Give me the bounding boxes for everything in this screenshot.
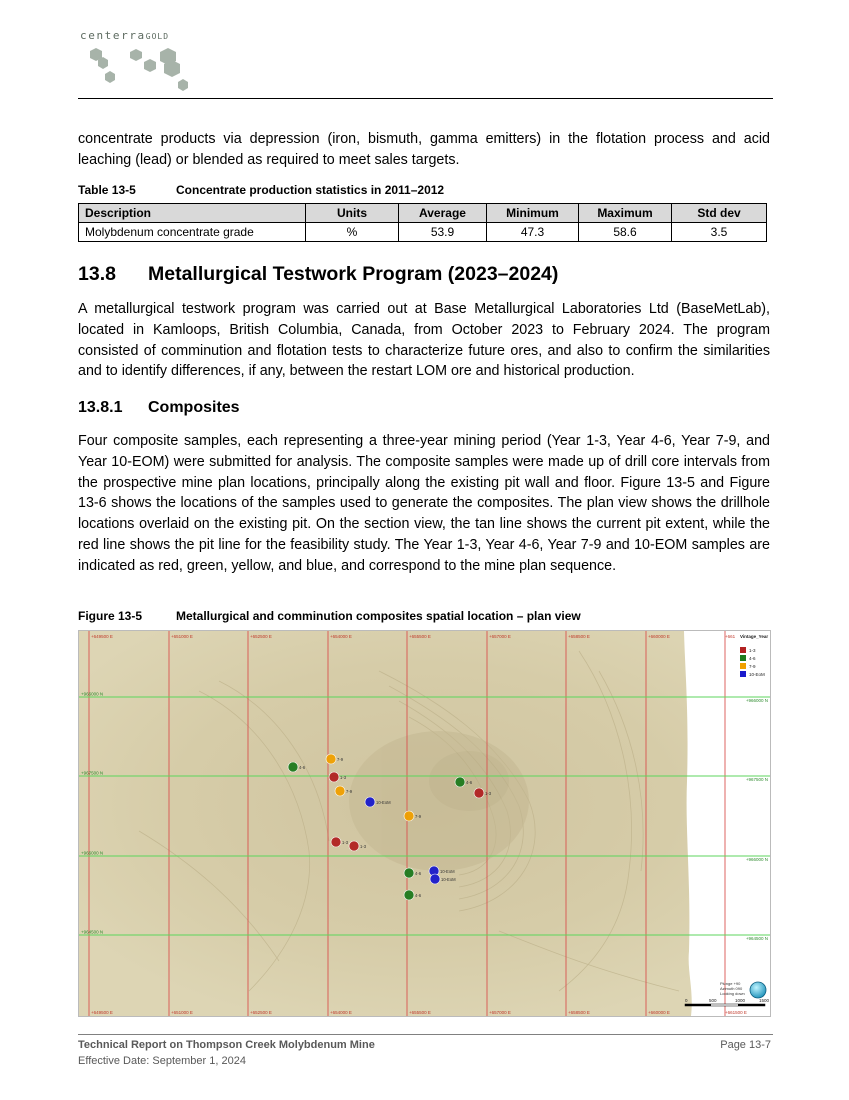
scale-label: 1500 — [759, 998, 770, 1003]
sample-marker — [430, 874, 440, 884]
easting-label-bottom: +658500 E — [568, 1010, 590, 1015]
legend-label: 1-3 — [749, 648, 756, 653]
table-row — [79, 223, 767, 242]
logo-word: centerra — [80, 29, 146, 42]
sample-label: 1-3 — [485, 791, 492, 796]
figure-caption — [78, 609, 581, 623]
sample-label: 4-6 — [299, 765, 306, 770]
table-number: Table 13-5 — [78, 183, 136, 197]
northing-label-right: +966000 N — [745, 857, 768, 862]
sample-label: 10-EoM — [441, 877, 456, 882]
scale-bar-segment — [685, 1004, 711, 1006]
subsection-title: Composites — [148, 399, 240, 416]
sample-label: 4-6 — [415, 893, 422, 898]
easting-label-top: +655500 E — [409, 634, 431, 639]
table-cell: 58.6 — [579, 223, 672, 242]
view-info-label: Azimuth 090 — [720, 986, 743, 991]
section-heading-13-8-1 — [78, 399, 240, 417]
legend-swatch — [740, 647, 746, 653]
legend-label: 7-9 — [749, 664, 756, 669]
easting-label-top: +649500 E — [91, 634, 113, 639]
section-title: Metallurgical Testwork Program (2023–2024) — [148, 263, 559, 285]
legend-swatch — [740, 671, 746, 677]
figure-title: Metallurgical and comminution composites spatial location – plan view — [176, 609, 581, 623]
section-heading-13-8 — [78, 263, 558, 286]
legend-label: 10-EoM — [749, 672, 765, 677]
sample-label: 1-3 — [340, 775, 347, 780]
northing-label-right: +966000 N — [745, 698, 768, 703]
figure-number: Figure 13-5 — [78, 609, 143, 623]
table-caption — [78, 183, 444, 197]
footer-page-number: Page 13-7 — [720, 1039, 771, 1051]
sample-label: 1-3 — [360, 844, 367, 849]
table-cell: Molybdenum concentrate grade — [79, 223, 306, 242]
legend-swatch — [740, 655, 746, 661]
logo-hexagons-icon — [80, 44, 200, 96]
northing-label-left: +966000 N — [81, 850, 104, 856]
table-header-row — [79, 204, 767, 223]
northing-label-right: +964500 N — [745, 936, 768, 941]
easting-label-top: +651000 E — [171, 634, 193, 639]
sample-marker — [404, 890, 414, 900]
sample-marker — [329, 772, 339, 782]
easting-label-top: +654000 E — [330, 634, 352, 639]
concentrate-statistics-table — [78, 203, 767, 242]
northing-label-right: +967500 N — [745, 777, 768, 782]
sample-marker — [326, 754, 336, 764]
table-cell: 47.3 — [487, 223, 579, 242]
sample-label: 1-3 — [342, 840, 349, 845]
easting-label-top: +658500 E — [568, 634, 590, 639]
sample-label: 7-9 — [415, 814, 422, 819]
table-header-cell: Minimum — [487, 204, 579, 223]
view-info-label: Plunge +90 — [720, 981, 741, 986]
view-info-label: Looking down — [720, 991, 745, 996]
northing-label-left: +966000 N — [81, 691, 104, 697]
scale-label: 1000 — [735, 998, 746, 1003]
sample-label: 4-6 — [466, 780, 473, 785]
easting-label-bottom: +660000 E — [648, 1010, 670, 1015]
scale-label: 0 — [685, 998, 688, 1003]
legend-swatch — [740, 663, 746, 669]
northing-label-left: +964500 N — [81, 929, 104, 935]
plan-view-map — [78, 630, 771, 1017]
northing-label-left: +967500 N — [81, 770, 104, 776]
legend-label: 4-6 — [749, 656, 756, 661]
easting-label-top: +660000 E — [648, 634, 670, 639]
table-cell: % — [306, 223, 399, 242]
sample-marker — [474, 788, 484, 798]
easting-label-bottom: +654000 E — [330, 1010, 352, 1015]
company-logo-text — [80, 29, 169, 42]
legend-title: Vintage_Year — [740, 634, 769, 639]
scale-label: 500 — [709, 998, 717, 1003]
header-rule — [78, 98, 773, 99]
section-13-8-paragraph: A metallurgical testwork program was carried out at Base Metallurgical Laboratories Ltd (BaseMetLab), located in Kamloops, British Columbia, Canada, from October 2023 to February 2024. The program consisted of comminution and flotation tests to characterize future ores, and also to confirm the similarities and to identify differences, if any, between the restart LOM ore and historical production. — [78, 301, 770, 380]
easting-label-bottom: +657000 E — [489, 1010, 511, 1015]
section-number: 13.8 — [78, 263, 116, 285]
sample-label: 4-6 — [415, 871, 422, 876]
sample-marker — [404, 811, 414, 821]
table-header-cell: Average — [399, 204, 487, 223]
table-header-cell: Std dev — [672, 204, 767, 223]
sample-marker — [335, 786, 345, 796]
subsection-number: 13.8.1 — [78, 399, 123, 416]
intro-paragraph: concentrate products via depression (iron, bismuth, gamma emitters) in the flotation process and acid leaching (lead) or blended as required to meet sales targets. — [78, 131, 770, 168]
plan-view-map-canvas — [79, 631, 770, 1016]
table-cell: 3.5 — [672, 223, 767, 242]
sample-label: 7-9 — [337, 757, 344, 762]
sample-marker — [288, 762, 298, 772]
sample-marker — [404, 868, 414, 878]
sample-marker — [365, 797, 375, 807]
sample-label: 10-EoM — [376, 800, 391, 805]
sample-marker — [455, 777, 465, 787]
table-title: Concentrate production statistics in 2011–2012 — [176, 183, 445, 197]
easting-label-top: +657000 E — [489, 634, 511, 639]
table-cell: 53.9 — [399, 223, 487, 242]
corner-label-bottom: +661500 E — [725, 1010, 747, 1015]
table-header-cell: Maximum — [579, 204, 672, 223]
sample-marker — [331, 837, 341, 847]
easting-label-top: +652500 E — [250, 634, 272, 639]
scale-bar-segment — [738, 1004, 765, 1006]
easting-label-bottom: +655500 E — [409, 1010, 431, 1015]
footer-rule — [78, 1034, 773, 1035]
easting-label-bottom: +652500 E — [250, 1010, 272, 1015]
corner-label-top: +661 — [725, 634, 736, 639]
sample-label: 7-9 — [346, 789, 353, 794]
composites-paragraph: Four composite samples, each representing a three-year mining period (Year 1-3, Year 4-6, Year 7-9, and Year 10-EOM) were submitted for analysis. The composite samples were made up of drill core intervals from the prospective mine plan locations, principally along the existing pit wall and floor. Figure 13-5 and Figure 13-6 shows the locations of the samples used to generate the composites. The plan view shows the drillhole locations overlaid on the existing pit. On the section view, the tan line shows the current pit extent, while the red line shows the pit line for the feasibility study. The Year 1-3, Year 4-6, Year 7-9 and 10-EOM samples are indicated as red, green, yellow, and blue, and correspond to the mine plan sequence. — [78, 433, 770, 574]
compass-icon — [750, 982, 766, 998]
footer-report-title: Technical Report on Thompson Creek Molybdenum Mine — [78, 1039, 375, 1051]
table-header-cell: Description — [79, 204, 306, 223]
footer-effective-date: Effective Date: September 1, 2024 — [78, 1055, 246, 1067]
sample-label: 10-EoM — [440, 869, 455, 874]
table-header-cell: Units — [306, 204, 399, 223]
sample-marker — [349, 841, 359, 851]
easting-label-bottom: +651000 E — [171, 1010, 193, 1015]
easting-label-bottom: +649500 E — [91, 1010, 113, 1015]
logo-suffix: GOLD — [145, 32, 170, 41]
